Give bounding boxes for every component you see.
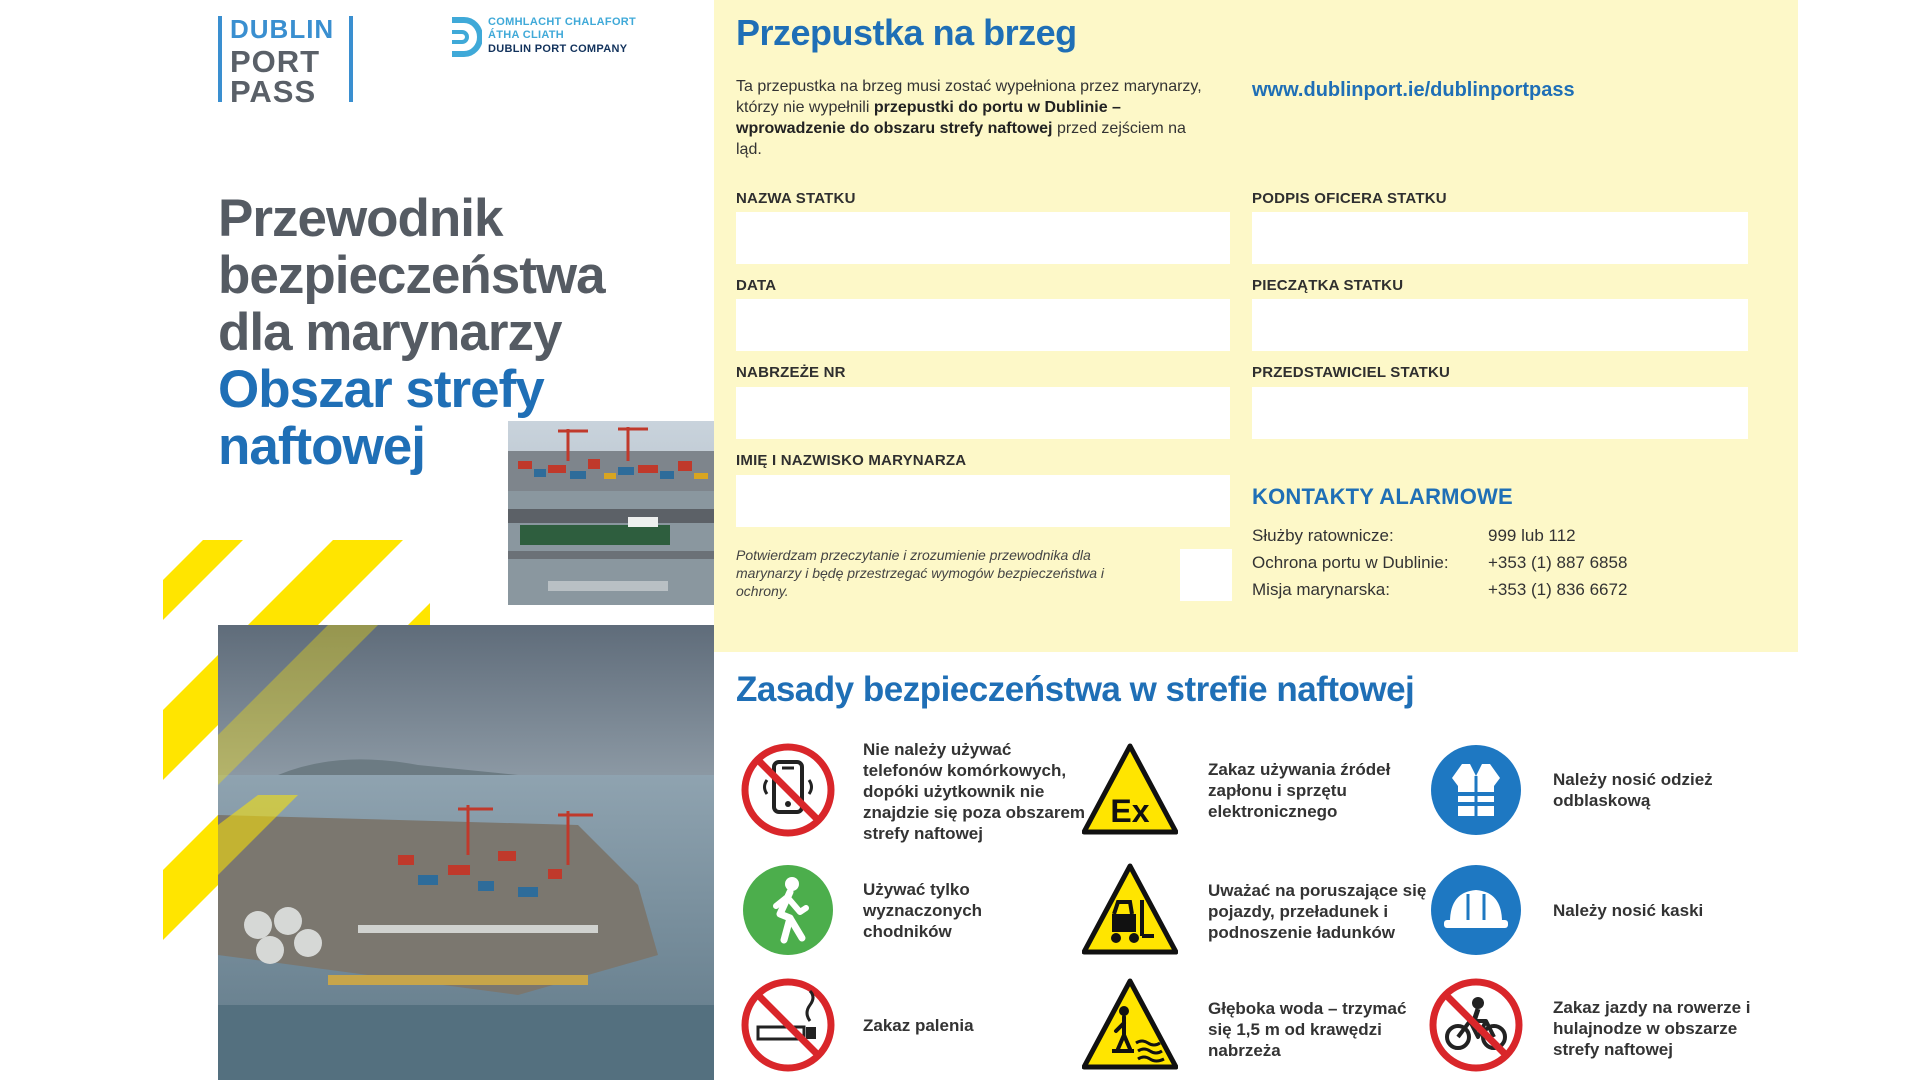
emergency-contact-label: Ochrona portu w Dublinie: <box>1252 553 1449 572</box>
confirmation-statement: Potwierdzam przeczytanie i zrozumienie przewodnika dla marynarzy i będę przestrzegać wymogów bezpieczeństwa i ochrony. <box>736 547 1105 599</box>
pass-intro-part-2: przed zejściem na ląd. <box>736 120 1186 158</box>
shore-pass-card <box>714 0 1798 652</box>
rule-text-deep-water: Głęboka woda – trzymać się 1,5 m od krawędzi nabrzeża <box>1208 998 1407 1060</box>
confirmation-checkbox[interactable] <box>1180 549 1232 601</box>
berth-number-field[interactable] <box>736 387 1230 439</box>
no-cycling-icon <box>1428 977 1524 1073</box>
rule-text-no-mobile-phone: Nie należy używać telefonów komórkowych, dopóki użytkownik nie znajdzie się poza obszarem strefy naftowej <box>863 739 1086 843</box>
rule-text-moving-vehicles: Uważać na poruszające się pojazdy, przeładunek i podnoszenie ładunków <box>1208 880 1427 942</box>
logo-bar-right <box>349 16 353 102</box>
oil-zone-aerial-photo <box>218 625 714 1080</box>
ship-stamp-label: PIECZĄTKA STATKU <box>1252 277 1404 294</box>
pass-intro-part-1: Ta przepustka na brzeg musi zostać wypełniona przez marynarzy, którzy nie wypełnili <box>736 78 1202 116</box>
guide-title-line-1: Przewodnik <box>218 189 503 248</box>
no-smoking-icon <box>740 977 836 1073</box>
emergency-contact-number: +353 (1) 887 6858 <box>1488 553 1628 572</box>
dublin-port-company-logo <box>448 14 668 62</box>
pedestrian-walkway-icon <box>740 862 836 958</box>
date-field[interactable] <box>736 299 1230 351</box>
officer-signature-label: PODPIS OFICERA STATKU <box>1252 190 1447 207</box>
berth-number-label: NABRZEŻE NR <box>736 364 846 381</box>
guide-title-line-5: naftowej <box>218 417 425 476</box>
deep-water-warning-icon <box>1082 977 1178 1073</box>
port-container-terminal-photo <box>508 421 714 605</box>
company-name-irish-2: ÁTHA CLIATH <box>488 29 565 41</box>
rule-text-wear-hard-hats: Należy nosić kaski <box>1553 900 1704 920</box>
company-name-english: DUBLIN PORT COMPANY <box>488 43 628 55</box>
guide-title-line-4: Obszar strefy <box>218 360 544 419</box>
ship-stamp-field[interactable] <box>1252 299 1748 351</box>
company-name-irish-1: COMHLACHT CHALAFORT <box>488 16 637 28</box>
pass-title: Przepustka na brzeg <box>736 12 1077 53</box>
no-mobile-phone-icon <box>740 742 836 838</box>
safety-rules-title: Zasady bezpieczeństwa w strefie naftowej <box>736 670 1415 709</box>
ship-representative-label: PRZEDSTAWICIEL STATKU <box>1252 364 1451 381</box>
seafarer-name-field[interactable] <box>736 475 1230 527</box>
logo-bar-left <box>218 16 222 102</box>
hi-vis-vest-icon <box>1428 742 1524 838</box>
logo-text-dublin: DUBLIN <box>230 14 335 44</box>
rule-text-no-smoking: Zakaz palenia <box>863 1015 974 1035</box>
forklift-warning-icon <box>1082 862 1178 958</box>
logo-text-port: PORT <box>230 44 321 79</box>
pass-url-link[interactable]: www.dublinport.ie/dublinportpass <box>1252 79 1575 101</box>
hard-hat-icon <box>1428 862 1524 958</box>
guide-title-line-3: dla marynarzy <box>218 303 562 362</box>
dublin-port-pass-logo <box>218 14 353 109</box>
emergency-contact-number: +353 (1) 836 6672 <box>1488 580 1628 599</box>
rule-text-wear-hi-vis: Należy nosić odzież odblaskową <box>1553 770 1713 810</box>
ex-ignition-warning-icon <box>1082 742 1178 838</box>
seafarer-name-label: IMIĘ I NAZWISKO MARYNARZA <box>736 452 967 469</box>
svg-text:Ex: Ex <box>1110 793 1150 829</box>
emergency-contact-label: Misja marynarska: <box>1252 580 1390 599</box>
emergency-contact-number: 999 lub 112 <box>1488 526 1576 545</box>
rule-text-no-ignition-sources: Zakaz używania źródeł zapłonu i sprzętu elektronicznego <box>1208 759 1391 821</box>
logo-text-pass: PASS <box>230 74 317 109</box>
officer-signature-field[interactable] <box>1252 212 1748 264</box>
rule-text-use-walkways: Używać tylko wyznaczonych chodników <box>863 879 983 941</box>
pass-intro <box>736 76 1206 160</box>
emergency-contacts-title: KONTAKTY ALARMOWE <box>1252 484 1513 509</box>
ship-name-field[interactable] <box>736 212 1230 264</box>
pass-intro-bold: przepustki do portu w Dublinie – wprowadzenie do obszaru strefy naftowej <box>736 99 1121 137</box>
guide-title-line-2: bezpieczeństwa <box>218 246 605 305</box>
ship-representative-field[interactable] <box>1252 387 1748 439</box>
ship-name-label: NAZWA STATKU <box>736 190 856 207</box>
rule-text-no-cycling: Zakaz jazdy na rowerze i hulajnodze w obszarze strefy naftowej <box>1553 997 1751 1059</box>
company-mark-icon <box>448 16 482 58</box>
date-label: DATA <box>736 277 777 294</box>
emergency-contact-label: Służby ratownicze: <box>1252 526 1394 545</box>
